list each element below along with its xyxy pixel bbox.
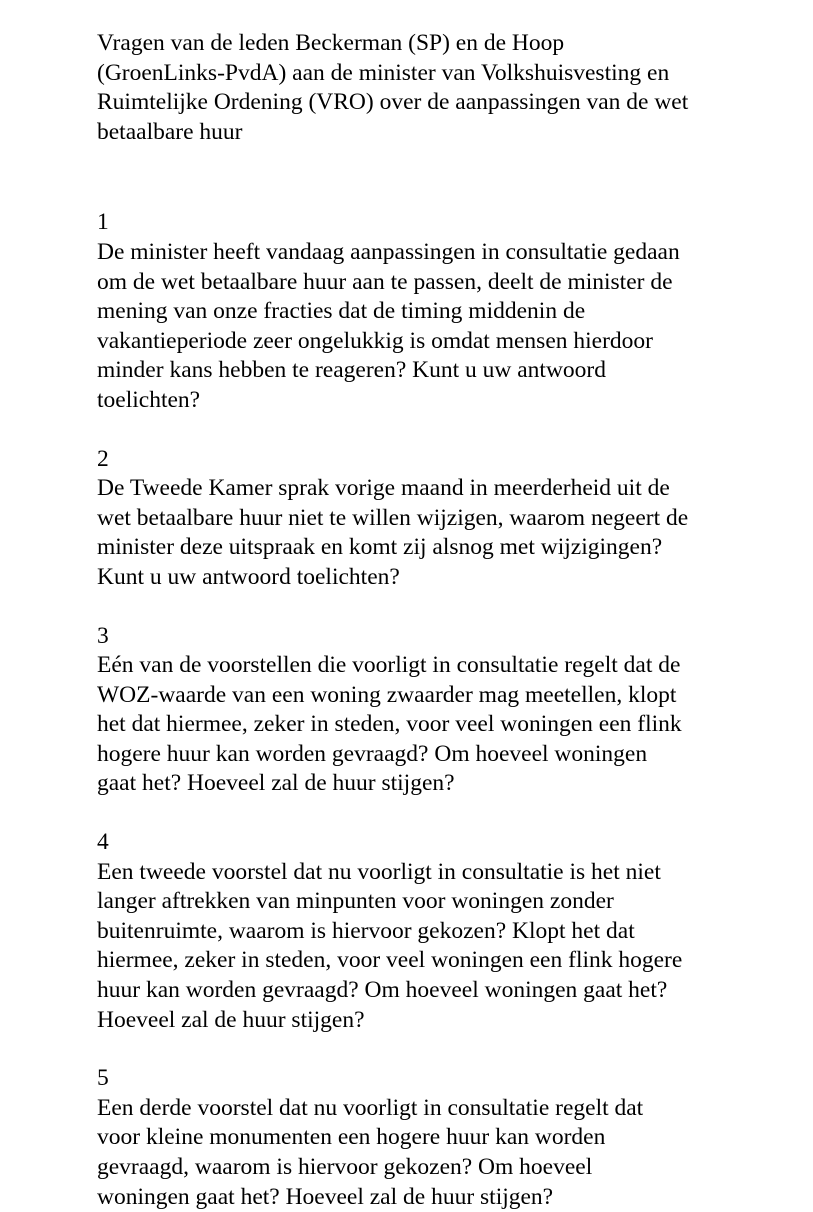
question-number: 3	[97, 622, 109, 649]
question-number: 5	[97, 1065, 109, 1092]
question-5	[97, 1064, 797, 1212]
question-number: 2	[97, 445, 109, 472]
question-1	[97, 208, 797, 415]
question-number: 1	[97, 209, 109, 236]
question-text: De Tweede Kamer sprak vorige maand in meerderheid uit de wet betaalbare huur niet te willen wijzigen, waarom negeert de minister deze uitspraak en komt zij alsnog met wijzigingen? Kunt u uw antwoord toelichten?	[97, 475, 689, 590]
question-number: 4	[97, 829, 109, 856]
question-2	[97, 445, 797, 593]
question-text: Een derde voorstel dat nu voorligt in consultatie regelt dat voor kleine monumenten een hogere huur kan worden gevraagd, waarom is hiervoor gekozen? Om hoeveel woningen gaat het? Hoeveel zal de huur stijgen?	[97, 1094, 644, 1210]
document-intro: Vragen van de leden Beckerman (SP) en de Hoop (GroenLinks-PvdA) aan de minister van Volkshuisvesting en Ruimtelijke Ordening (VRO) over de aanpassingen van de wet betaalbare huur	[97, 30, 689, 145]
question-3	[97, 622, 797, 800]
question-text: De minister heeft vandaag aanpassingen in consultatie gedaan om de wet betaalbare huur aan te passen, deelt de minister de mening van onze fracties dat de timing middenin de vakantieperiode zeer ongelukkig is omdat mensen hierdoor minder kans hebben te reageren? Kunt u uw antwoord toelichten?	[97, 238, 680, 413]
question-text: Een tweede voorstel dat nu voorligt in consultatie is het niet langer aftrekken van minpunten voor woningen zonder buitenruimte, waarom is hiervoor gekozen? Klopt het dat hiermee, zeker in steden, voor veel woningen een flink hogere huur kan worden gevraagd? Om hoeveel woningen gaat het? Hoeveel zal de huur stijgen?	[97, 858, 683, 1033]
question-text: Eén van de voorstellen die voorligt in consultatie regelt dat de WOZ-waarde van een woning zwaarder mag meetellen, klopt het dat hiermee, zeker in steden, voor veel woningen een flink hogere huur kan worden gevraagd? Om hoeveel woningen gaat het? Hoeveel zal de huur stijgen?	[97, 652, 682, 797]
question-4	[97, 828, 797, 1035]
document-page	[97, 29, 797, 1212]
